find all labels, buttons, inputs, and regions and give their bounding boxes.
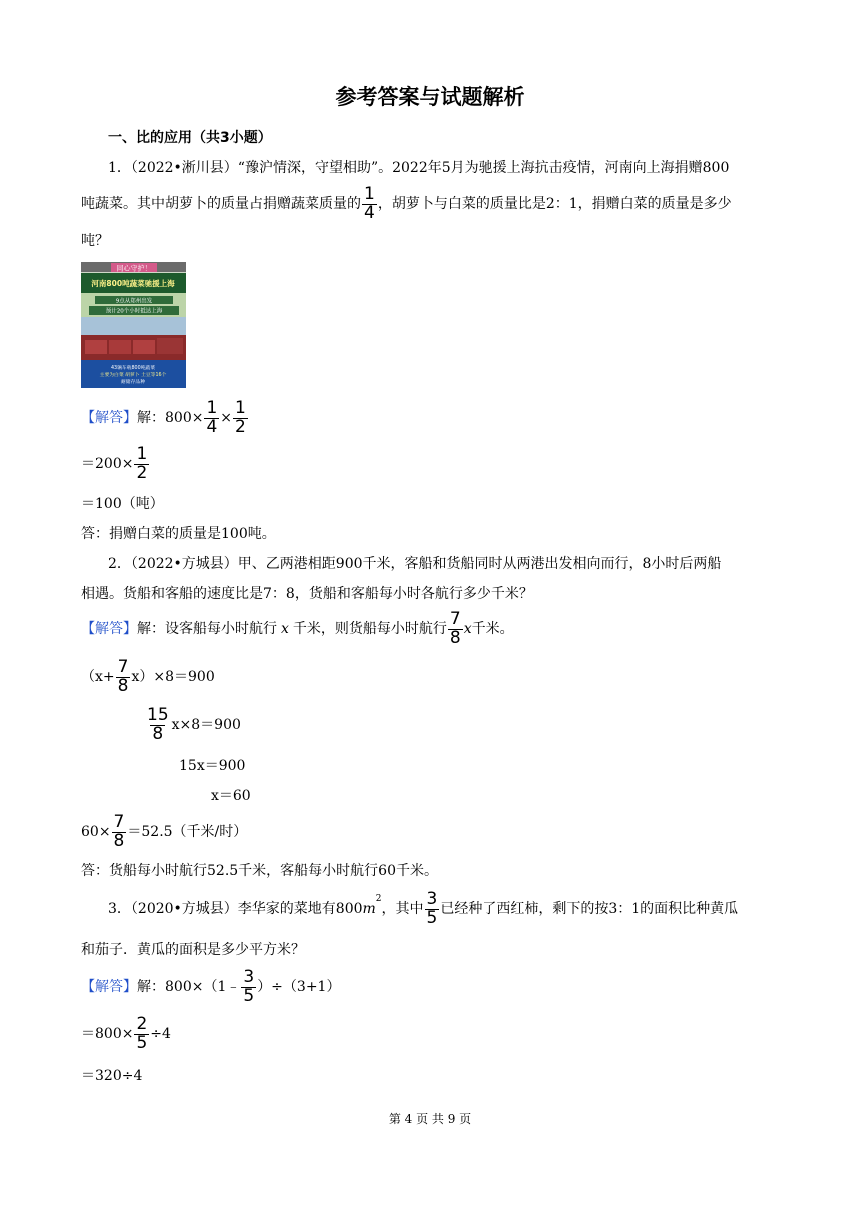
- answer-label: 【解答】: [81, 410, 137, 427]
- fraction: $\frac{7}{8}$: [113, 812, 125, 851]
- q2-eq1: （x+ $\frac{7}{8}$ x）×8＝900: [81, 657, 215, 696]
- q2-answer: 【解答】 解：设客船每小时航行 x 千米，则货船每小时航行 $\frac{7}{8}$ x 千米。: [81, 609, 514, 648]
- answer-label: 【解答】: [81, 621, 137, 638]
- fraction: $\frac{3}{5}$: [243, 967, 255, 1006]
- q1-final-answer: 答：捐赠白菜的质量是100吨。: [81, 526, 276, 542]
- image-caption2: 主要为白菜 胡萝卜 土豆等16个: [99, 373, 167, 378]
- q1-step2: ＝200× $\frac{1}{2}$: [81, 444, 148, 483]
- page-title: 参考答案与试题解析: [335, 85, 525, 109]
- q3-step3: ＝320÷4: [81, 1068, 143, 1084]
- q1-answer: 【解答】 解：800× $\frac{1}{4}$ × $\frac{1}{2}$: [81, 398, 246, 437]
- q2-eq5: 60× $\frac{7}{8}$ ＝52.5（千米/时）: [81, 812, 248, 851]
- image-sub1: 9点从郑州出发: [115, 298, 153, 305]
- fraction: $\frac{1}{2}$: [235, 398, 246, 437]
- q1-line3: 吨？: [81, 233, 109, 249]
- q3-answer: 【解答】 解：800×（1﹣ $\frac{3}{5}$ ）÷（3+1）: [81, 967, 341, 1006]
- q2-eq3: 15x＝900: [179, 758, 246, 774]
- fraction: $\frac{7}{8}$: [449, 609, 461, 648]
- fraction: $\frac{1}{4}$: [364, 184, 375, 223]
- q3-line1: 3．（2020•方城县）李华家的菜地有800 m $^2$ ，其中 $\frac{3}{5}$ 已经种了西红柿，剩下的按3：1的面积比种黄瓜: [108, 889, 739, 928]
- image-caption1: 43辆车载800吨蔬菜: [110, 366, 156, 371]
- news-image-graphic: [81, 262, 186, 388]
- fraction: $\frac{3}{5}$: [426, 889, 438, 928]
- q2-line1: 2．（2022•方城县）甲、乙两港相距900千米，客船和货船同时从两港出发相向而行，8小时后两船: [108, 556, 722, 572]
- answer-label: 【解答】: [81, 979, 137, 996]
- fraction: $\frac{1}{4}$: [206, 398, 218, 437]
- news-image: [81, 262, 186, 388]
- fraction: $\frac{15}{8}$: [147, 705, 169, 744]
- q3-step2: ＝800× $\frac{2}{5}$ ÷4: [81, 1014, 171, 1053]
- q2-line2: 相遇。货船和客船的速度比是7：8，货船和客船每小时各航行多少千米？: [81, 586, 533, 602]
- q2-eq4: x＝60: [211, 788, 251, 804]
- fraction: $\frac{2}{5}$: [136, 1014, 148, 1053]
- image-headline: 河南800吨蔬菜驰援上海: [91, 279, 175, 288]
- q3-line2: 和茄子．黄瓜的面积是多少平方米？: [81, 942, 305, 958]
- q1-line1: 1．（2022•淅川县）“豫沪情深，守望相助”。2022年5月为驰援上海抗击疫情，河南向上海捐赠800: [108, 160, 730, 176]
- q1-line2: 吨蔬菜。其中胡萝卜的质量占捐赠蔬菜质量的 $\frac{1}{4}$ ，胡萝卜与白菜的质量比是2：1，捐赠白菜的质量是多少: [81, 184, 732, 223]
- image-sub2: 预计20个小时抵达上海: [105, 308, 163, 315]
- q2-eq2: $\frac{15}{8}$ x×8＝900: [147, 705, 241, 744]
- q1-step3: ＝100（吨）: [81, 496, 164, 512]
- image-banner: 同心守护！: [116, 264, 152, 273]
- q2-final-answer: 答：货船每小时航行52.5千米，客船每小时航行60千米。: [81, 863, 438, 879]
- page-footer: 第 4 页 共 9 页: [388, 1112, 472, 1126]
- section-heading: 一、比的应用（共3小题）: [108, 130, 272, 146]
- image-caption3: 耐储存品种: [121, 380, 145, 385]
- fraction: $\frac{1}{2}$: [136, 444, 148, 483]
- fraction: $\frac{7}{8}$: [117, 657, 129, 696]
